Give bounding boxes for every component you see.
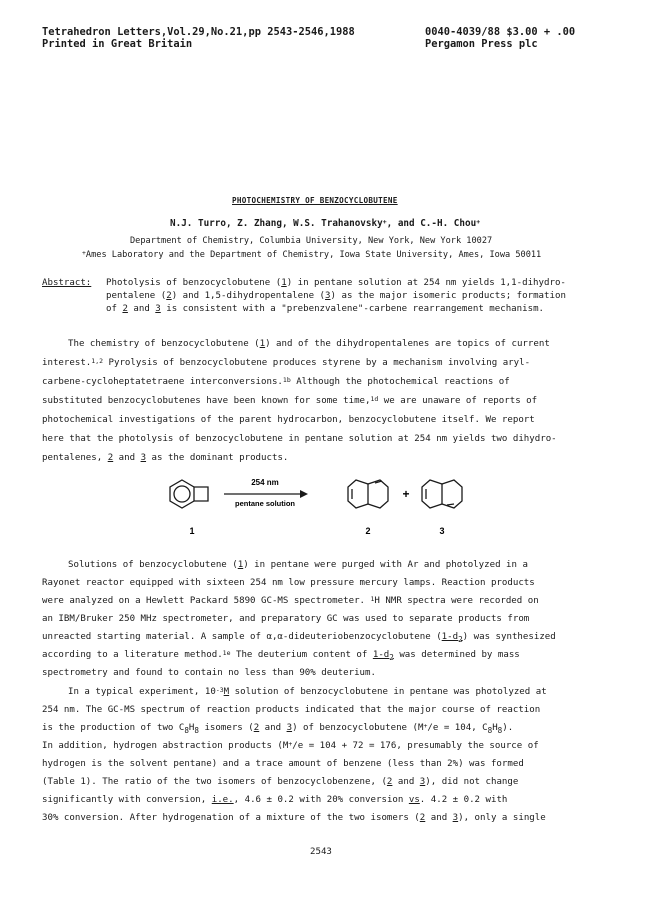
author-marker: + [382,218,387,226]
publisher: Pergamon Press plc [425,38,538,50]
arrow-head [300,490,308,498]
body-line: pentalenes, 2 and 3 as the dominant products. [42,453,289,463]
dihydropentalene-3-structure [422,480,462,508]
body-line: spectrometry and found to contain no less than 90% deuterium. [42,668,376,678]
affiliation-ames-text: Ames Laboratory and the Department of Chemistry, Iowa State University, Ames, Iowa 50011 [85,250,542,260]
abstract-label: Abstract: [42,278,92,288]
compound-label-3: 3 [439,526,445,536]
body-line: interest.$^{1,2}$ Pyrolysis of benzocyclobutene produces styrene by a mechanism involving aryl- [42,357,531,368]
authors-part-b: , and C.-H. Chou [386,218,477,229]
author-marker: + [476,218,481,226]
paper-title: PHOTOCHEMISTRY OF BENZOCYCLOBUTENE [232,196,398,205]
body-line: substituted benzocyclobutenes have been known for some time,$^{1d}$ we are unaware of reports of [42,395,538,406]
benzocyclobutene-structure [170,480,208,508]
body-line: here that the photolysis of benzocyclobutene in pentane solution at 254 nm yields two dihydro- [42,434,557,444]
body-line: unreacted starting material. A sample of α,α-dideuteriobenzocyclobutene $(1-d_2)$ was synthesized [42,632,556,644]
reaction-scheme [160,470,500,542]
dihydropentalene-2-structure [348,480,388,508]
compound-label-2: 2 [365,526,371,536]
affiliation-columbia: Department of Chemistry, Columbia University, New York, New York 10027 [130,236,493,246]
affiliation-ames [82,249,541,261]
body-line: carbene-cycloheptatetraene interconversions.$^{1b}$ Although the photochemical reactions of [42,376,510,387]
printed-in: Printed in Great Britain [42,38,193,50]
body-line: hydrogen is the solvent pentane) and a trace amount of benzene (less than 2%) was formed [42,759,524,769]
author-list [170,218,480,230]
body-line: The chemistry of benzocyclobutene (1) and of the dihydropentalenes are topics of current [68,339,550,349]
arrow-label-below: pentane solution [235,499,295,508]
body-line: 254 nm. The GC-MS spectrum of reaction products indicated that the major course of reaction [42,705,541,715]
plus-sign: + [402,487,410,501]
authors-part-a: N.J. Turro, Z. Zhang, W.S. Trahanovsky [170,218,383,229]
page-number: 2543 [310,847,332,857]
body-line: (Table 1). The ratio of the two isomers of benzocyclobenzene, (2 and 3), did not change [42,777,519,787]
body-line: an IBM/Bruker 250 MHz spectrometer, and preparatory GC was used to separate products from [42,614,530,624]
body-line: according to a literature method.$^{1e}$ The deuterium content of $1-d_2$ was determined by mass [42,649,520,662]
body-line: 30% conversion. After hydrogenation of a mixture of the two isomers (2 and 3), only a single [42,813,546,823]
body-line: were analyzed on a Hewlett Packard 5890 GC-MS spectrometer. $^1$H NMR spectra were recorded on [42,595,539,606]
issn-price: 0040-4039/88 $3.00 + .00 [425,26,576,38]
abstract-line: Photolysis of benzocyclobutene (1) in pentane solution at 254 nm yields 1,1-dihydro- [106,278,566,288]
body-line: Solutions of benzocyclobutene (1) in pentane were purged with Ar and photolyzed in a [68,560,528,570]
body-line: photochemical investigations of the parent hydrocarbon, benzocyclobutene itself. We report [42,415,535,425]
body-line: significantly with conversion, i.e., 4.6 ± 0.2 with 20% conversion vs. 4.2 ± 0.2 with [42,795,508,805]
body-line: In a typical experiment, $10^{-3}M$ solution of benzocyclobutene in pentane was photolyzed at [68,686,547,697]
abstract-line: pentalene (2) and 1,5-dihydropentalene (3) as the major isomeric products; formation [106,291,566,301]
body-line: In addition, hydrogen abstraction products (M+/e = 104 + 72 = 176, presumably the source of [42,740,539,751]
journal-citation: Tetrahedron Letters,Vol.29,No.21,pp 2543-2546,1988 [42,26,355,38]
body-line: Rayonet reactor equipped with sixteen 254 nm low pressure mercury lamps. Reaction products [42,578,535,588]
arrow-label-above: 254 nm [251,478,279,487]
compound-label-1: 1 [189,526,195,536]
abstract-line: of 2 and 3 is consistent with a "prebenzvalene"-carbene rearrangement mechanism. [106,304,545,314]
affiliation-marker: + [82,249,86,257]
body-line: is the production of two $C_8H_8$ isomers (2 and 3) of benzocyclobutene (M+/e = 104, $C_8H_8$). [42,722,514,735]
